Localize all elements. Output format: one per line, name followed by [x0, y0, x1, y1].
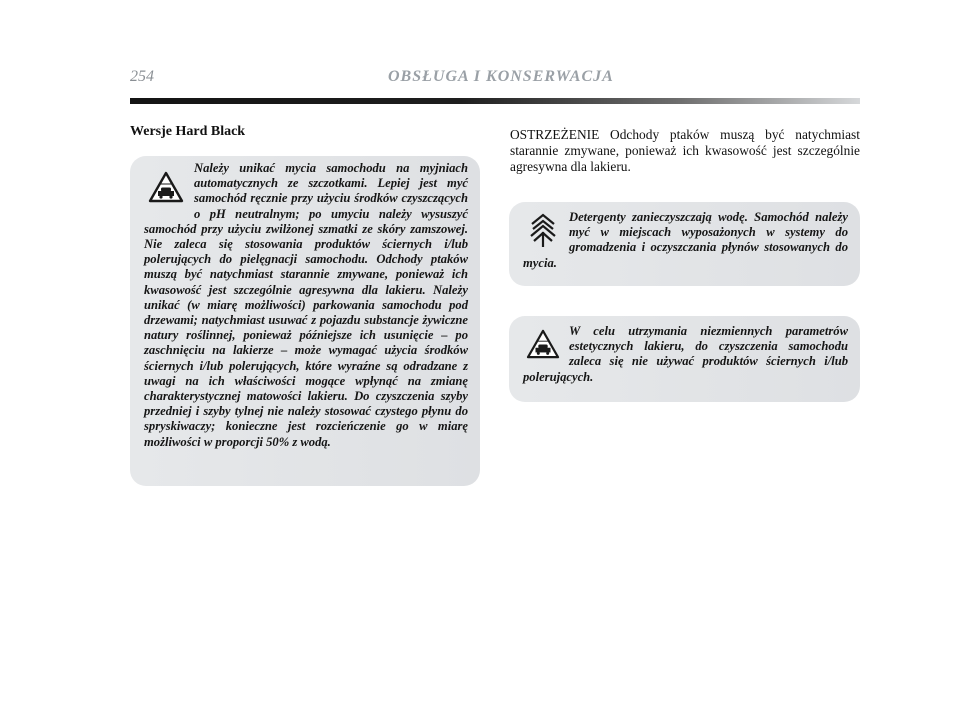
car-wash-warning-icon — [144, 165, 188, 209]
warning-box-left-text: Należy unikać mycia samochodu na myjniach automatycznych ze szczotkami. Lepiej jest myć samochód ręcznie przy użyciu środków czyszczących o pH neutralnym; po umyciu należy wysuszyć samochód przy użyciu zwilżonej szmatki ze skóry zamszowej. Nie zaleca się stosowania produktów ściernych i/lub polerujących do pielęgnacji samochodu. Odchody ptaków muszą być natychmiast starannie zmywane, ponieważ ich kwasowość jest szczególnie agresywna dla lakieru. Należy unikać (w miarę możliwości) parkowania samochodu pod drzewami; natychmiast usuwać z pojazdu substancje żywiczne natury roślinnej, ponieważ późniejsze ich usunięcie – po zaschnięciu na lakierze – może wymagać użycia środków ściernych i/lub polerujących, które wyraźne są odradzane z uwagi na ich właściwości mogące wpłynąć na zmianę charakterystycznej matowości lakieru. Do czyszczenia szyby przedniej i szyby tylnej nie należy stosować czystego płynu do spryskiwaczy; konieczne jest rozcieńczenie go w miarę możliwości w proporcji 50% z wodą. — [144, 161, 468, 449]
warning-box-right-text: W celu utrzymania niezmiennych parametrów estetycznych lakieru, do czyszczenia samochodu zaleca się nie używać produktów ściernych i/lub polerujących. — [523, 324, 848, 384]
warning-box-left — [130, 156, 480, 486]
right-paragraph: OSTRZEŻENIE Odchody ptaków muszą być natychmiast starannie zmywane, ponieważ ich kwasowość jest szczególnie agresywna dla lakieru. — [510, 127, 860, 174]
car-wash-warning-icon — [523, 324, 563, 364]
section-title: OBSŁUGA I KONSERWACJA — [388, 68, 614, 85]
page-number: 254 — [130, 68, 154, 85]
environment-box-text: Detergenty zanieczyszczają wodę. Samochód należy myć w miejscach wyposażonych w systemy do gromadzenia i oczyszczania płynów stosowanych do mycia. — [523, 210, 848, 270]
header-rule — [130, 98, 860, 104]
environment-tree-icon — [523, 210, 563, 250]
warning-box-right — [509, 316, 860, 402]
environment-box — [509, 202, 860, 286]
subheading: Wersje Hard Black — [130, 124, 246, 139]
